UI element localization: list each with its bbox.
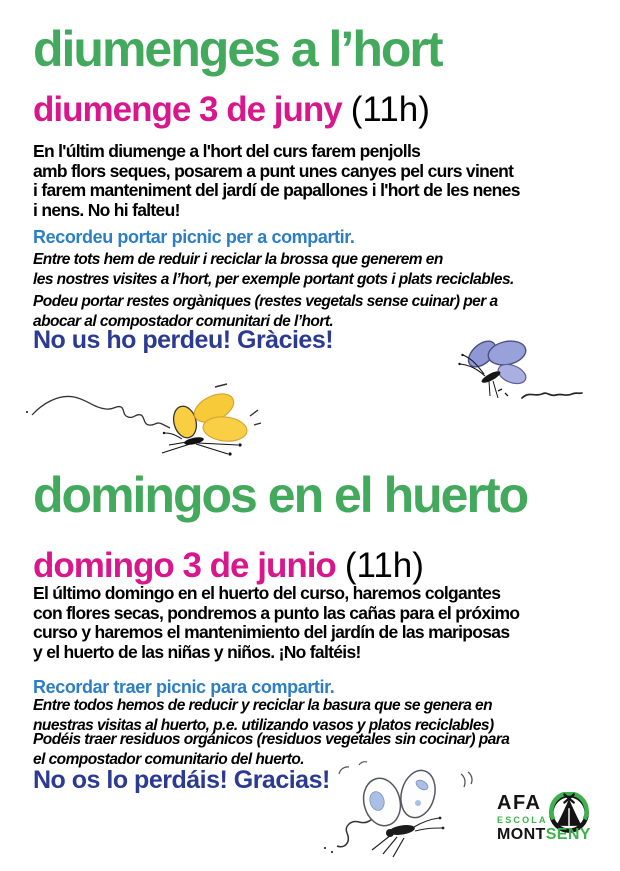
catalan-body-line-3: i farem manteniment del jardí de papallones i l'hort de les nenes bbox=[33, 180, 520, 200]
catalan-body-line-1: En l'últim diumenge a l'hort del curs farem penjolls bbox=[33, 141, 421, 161]
spanish-closing: No os lo perdáis! Gracias! bbox=[33, 766, 330, 794]
catalan-date-heading bbox=[33, 90, 430, 130]
catalan-body-line-2: amb flors seques, posarem a punt unes canyes pel curs vinent bbox=[33, 160, 514, 181]
catalan-recycle-note bbox=[33, 250, 514, 289]
spanish-title: domingos en el huerto bbox=[33, 467, 528, 523]
catalan-picnic-note: Recordeu portar picnic per a compartir. bbox=[33, 227, 355, 247]
spanish-picnic-note: Recordar traer picnic para compartir. bbox=[33, 677, 335, 697]
logo-montseny-black-part: MONT bbox=[497, 826, 546, 843]
catalan-recycle-line-2: les nostres visites a l’hort, per exemple portant gots i plats reciclables. bbox=[33, 270, 514, 288]
white-butterfly-icon bbox=[323, 760, 485, 868]
catalan-time: (11h) bbox=[350, 90, 430, 129]
logo-org-name: AFA bbox=[497, 792, 542, 814]
logo-montseny-word bbox=[497, 826, 591, 844]
spanish-body-line-3: curso y haremos el mantenimiento del jardín de las mariposas bbox=[33, 622, 510, 642]
yellow-butterfly-icon bbox=[22, 382, 262, 467]
catalan-compost-line-1: Podeu portar restes orgàniques (restes vegetals sense cuinar) per a bbox=[33, 293, 498, 310]
catalan-recycle-line-1: Entre tots hem de reduir i reciclar la brossa que generem en bbox=[33, 251, 443, 268]
catalan-date: diumenge 3 de juny bbox=[33, 90, 342, 129]
spanish-date-heading bbox=[33, 546, 424, 586]
blue-butterfly-icon bbox=[425, 334, 587, 422]
spanish-body-paragraph bbox=[33, 584, 519, 662]
spanish-time: (11h) bbox=[344, 546, 424, 585]
catalan-closing: No us ho perdeu! Gràcies! bbox=[33, 326, 334, 354]
spanish-body-line-2: con flores secas, pondremos a punto las cañas para el próximo bbox=[33, 602, 520, 623]
spanish-recycle-line-1: Entre todos hemos de reducir y reciclar la basura que se genera en bbox=[33, 697, 493, 714]
spanish-body-line-1: El último domingo en el huerto del curso, haremos colgantes bbox=[33, 583, 501, 603]
catalan-title: diumenges a l’hort bbox=[33, 21, 442, 77]
spanish-body-line-4: y el huerto de las niñas y niños. ¡No faltéis! bbox=[33, 641, 361, 662]
catalan-body-paragraph bbox=[33, 142, 520, 220]
catalan-body-line-4: i nens. No hi falteu! bbox=[33, 199, 180, 220]
spanish-recycle-line-2: nuestras visitas al huerto, p.e. utilizando vasos y platos reciclables) bbox=[33, 716, 494, 734]
catalan-compost-line-2: abocar al compostador comunitari de l’hort. bbox=[33, 312, 334, 330]
spanish-date: domingo 3 de junio bbox=[33, 546, 336, 585]
logo-school-word: ESCOLA bbox=[497, 815, 548, 825]
spanish-compost-line-1: Podéis traer residuos orgánicos (residuos vegetales sin cocinar) para bbox=[33, 731, 510, 748]
afa-escola-montseny-logo bbox=[497, 792, 603, 850]
spanish-compost-line-2: el compostador comunitario del huerto. bbox=[33, 750, 305, 768]
logo-montseny-green-part: SENY bbox=[545, 826, 591, 843]
